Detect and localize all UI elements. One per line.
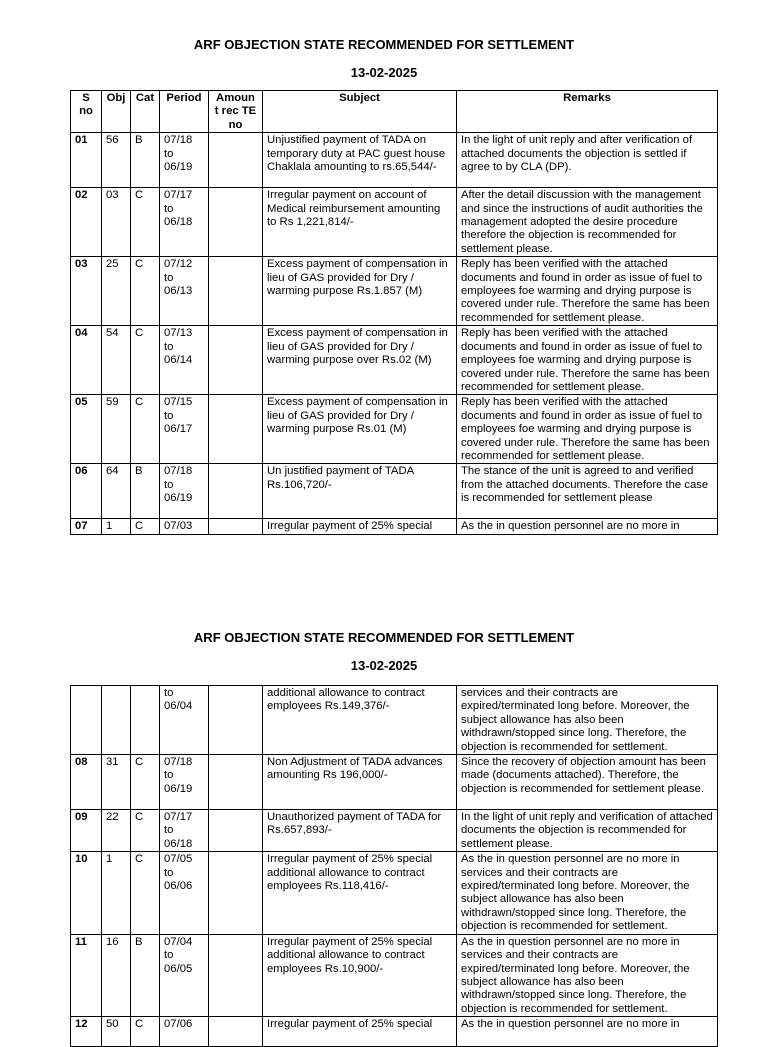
remarks-cell: Reply has been verified with the attached documents and found in order as issue of fuel to employees foe warming and drying purpose is covered under rule. Therefore the same has been recommended for settlement please. — [457, 326, 718, 395]
amount-cell — [209, 257, 263, 326]
subject-cell: Irregular payment of 25% special additional allowance to contract employees Rs.118,416/- — [263, 852, 457, 934]
subject-cell: Irregular payment on account of Medical reimbursement amounting to Rs 1,221,814/- — [263, 188, 457, 257]
cat-cell: B — [131, 934, 160, 1016]
col-header-amount: Amoun t rec TE no — [209, 91, 263, 133]
amount-cell — [209, 686, 263, 755]
period-cell: 07/06 — [160, 1017, 209, 1047]
period-cell: 07/05 to 06/06 — [160, 852, 209, 934]
page2-date: 13-02-2025 — [350, 658, 418, 673]
cat-cell: C — [131, 810, 160, 852]
period-cell: 07/12 to 06/13 — [160, 257, 209, 326]
subject-cell: Irregular payment of 25% special — [263, 1017, 457, 1047]
remarks-cell: In the light of unit reply and after verification of attached documents the objection is settled if agree to by CLA (DP). — [457, 133, 718, 188]
amount-cell — [209, 852, 263, 934]
table-row — [71, 810, 718, 852]
obj-cell: 56 — [102, 133, 131, 188]
cat-cell: C — [131, 188, 160, 257]
table-row — [71, 133, 718, 188]
period-cell: 07/03 — [160, 519, 209, 534]
table-row — [71, 1017, 718, 1047]
table-row — [71, 188, 718, 257]
sno-cell: 04 — [71, 326, 102, 395]
amount-cell — [209, 1017, 263, 1047]
sno-cell: 05 — [71, 395, 102, 464]
subject-cell: Excess payment of compensation in lieu of GAS provided for Dry / warming purpose Rs.1.857 (M) — [263, 257, 457, 326]
amount-cell — [209, 755, 263, 810]
amount-cell — [209, 133, 263, 188]
sno-cell: 08 — [71, 755, 102, 810]
table-row — [71, 257, 718, 326]
page1-title: ARF OBJECTION STATE RECOMMENDED FOR SETTLEMENT — [193, 37, 575, 52]
remarks-cell: After the detail discussion with the management and since the instructions of audit authorities the management adopted the desire procedure therefore the objection is recommended for settlement please. — [457, 188, 718, 257]
sno-cell: 02 — [71, 188, 102, 257]
obj-cell: 54 — [102, 326, 131, 395]
subject-cell: Unauthorized payment of TADA for Rs.657,893/- — [263, 810, 457, 852]
remarks-cell: As the in question personnel are no more in services and their contracts are expired/terminated long before. Moreover, the subject allowance has also been withdrawn/stopped since long. Therefore, the objection is recommended for settlement. — [457, 852, 718, 934]
cat-cell: C — [131, 257, 160, 326]
sno-cell: 07 — [71, 519, 102, 534]
remarks-cell: As the in question personnel are no more in services and their contracts are expired/terminated long before. Moreover, the subject allowance has also been withdrawn/stopped since long. Therefore, the objection is recommended for settlement. — [457, 934, 718, 1016]
subject-cell: Un justified payment of TADA Rs.106,720/- — [263, 464, 457, 519]
page1-date: 13-02-2025 — [350, 65, 418, 80]
amount-cell — [209, 934, 263, 1016]
obj-cell: 31 — [102, 755, 131, 810]
col-header-cat: Cat — [131, 91, 160, 133]
period-cell: 07/15 to 06/17 — [160, 395, 209, 464]
table-row — [71, 519, 718, 534]
cat-cell: C — [131, 326, 160, 395]
subject-cell: Irregular payment of 25% special additional allowance to contract employees Rs.10,900/- — [263, 934, 457, 1016]
remarks-cell: As the in question personnel are no more in — [457, 1017, 718, 1047]
period-cell: 07/04 to 06/05 — [160, 934, 209, 1016]
table-row — [71, 464, 718, 519]
sno-cell: 01 — [71, 133, 102, 188]
sno-cell: 12 — [71, 1017, 102, 1047]
cat-cell — [131, 686, 160, 755]
period-cell: 07/18 to 06/19 — [160, 133, 209, 188]
table-row — [71, 755, 718, 810]
page2-table — [70, 685, 718, 1047]
remarks-cell: As the in question personnel are no more in — [457, 519, 718, 534]
col-header-subject: Subject — [263, 91, 457, 133]
sno-cell — [71, 686, 102, 755]
cat-cell: B — [131, 464, 160, 519]
cat-cell: C — [131, 395, 160, 464]
sno-cell: 06 — [71, 464, 102, 519]
amount-cell — [209, 326, 263, 395]
amount-cell — [209, 519, 263, 534]
subject-cell: Excess payment of compensation in lieu of GAS provided for Dry / warming purpose over Rs.02 (M) — [263, 326, 457, 395]
period-cell: 07/17 to 06/18 — [160, 810, 209, 852]
obj-cell — [102, 686, 131, 755]
remarks-cell: The stance of the unit is agreed to and verified from the attached documents. Therefore the case is recommended for settlement please — [457, 464, 718, 519]
col-header-remarks: Remarks — [457, 91, 718, 133]
cat-cell: C — [131, 755, 160, 810]
col-header-period: Period — [160, 91, 209, 133]
col-header-sno: S no — [71, 91, 102, 133]
obj-cell: 25 — [102, 257, 131, 326]
subject-cell: Non Adjustment of TADA advances amounting Rs 196,000/- — [263, 755, 457, 810]
obj-cell: 03 — [102, 188, 131, 257]
period-cell: 07/18 to 06/19 — [160, 755, 209, 810]
subject-cell: Irregular payment of 25% special — [263, 519, 457, 534]
subject-cell: additional allowance to contract employees Rs.149,376/- — [263, 686, 457, 755]
sno-cell: 09 — [71, 810, 102, 852]
period-cell: to 06/04 — [160, 686, 209, 755]
remarks-cell: In the light of unit reply and verification of attached documents the objection is recommended for settlement please. — [457, 810, 718, 852]
table-row — [71, 395, 718, 464]
obj-cell: 22 — [102, 810, 131, 852]
cat-cell: C — [131, 1017, 160, 1047]
amount-cell — [209, 188, 263, 257]
period-cell: 07/13 to 06/14 — [160, 326, 209, 395]
amount-cell — [209, 395, 263, 464]
obj-cell: 50 — [102, 1017, 131, 1047]
amount-cell — [209, 810, 263, 852]
sno-cell: 10 — [71, 852, 102, 934]
sno-cell: 11 — [71, 934, 102, 1016]
remarks-cell: services and their contracts are expired/terminated long before. Moreover, the subject allowance has also been withdrawn/stopped since long. Therefore, the objection is recommended for settlement. — [457, 686, 718, 755]
subject-cell: Unjustified payment of TADA on temporary duty at PAC guest house Chaklala amounting to rs.65,544/- — [263, 133, 457, 188]
obj-cell: 59 — [102, 395, 131, 464]
obj-cell: 64 — [102, 464, 131, 519]
obj-cell: 16 — [102, 934, 131, 1016]
table-row — [71, 686, 718, 755]
sno-cell: 03 — [71, 257, 102, 326]
remarks-cell: Since the recovery of objection amount has been made (documents attached). Therefore, the objection is recommended for settlement please. — [457, 755, 718, 810]
table-row — [71, 934, 718, 1016]
period-cell: 07/17 to 06/18 — [160, 188, 209, 257]
remarks-cell: Reply has been verified with the attached documents and found in order as issue of fuel to employees foe warming and drying purpose is covered under rule. Therefore the same has been recommended for settlement please. — [457, 257, 718, 326]
obj-cell: 1 — [102, 852, 131, 934]
cat-cell: C — [131, 519, 160, 534]
cat-cell: B — [131, 133, 160, 188]
cat-cell: C — [131, 852, 160, 934]
amount-cell — [209, 464, 263, 519]
subject-cell: Excess payment of compensation in lieu of GAS provided for Dry / warming purpose Rs.01 (M) — [263, 395, 457, 464]
period-cell: 07/18 to 06/19 — [160, 464, 209, 519]
table-row — [71, 326, 718, 395]
table-row — [71, 852, 718, 934]
remarks-cell: Reply has been verified with the attached documents and found in order as issue of fuel to employees foe warming and drying purpose is covered under rule. Therefore the same has been recommended for settlement please. — [457, 395, 718, 464]
col-header-obj: Obj — [102, 91, 131, 133]
obj-cell: 1 — [102, 519, 131, 534]
page2-title: ARF OBJECTION STATE RECOMMENDED FOR SETTLEMENT — [193, 630, 575, 645]
table-header-row — [71, 91, 718, 133]
page1-table — [70, 90, 718, 535]
